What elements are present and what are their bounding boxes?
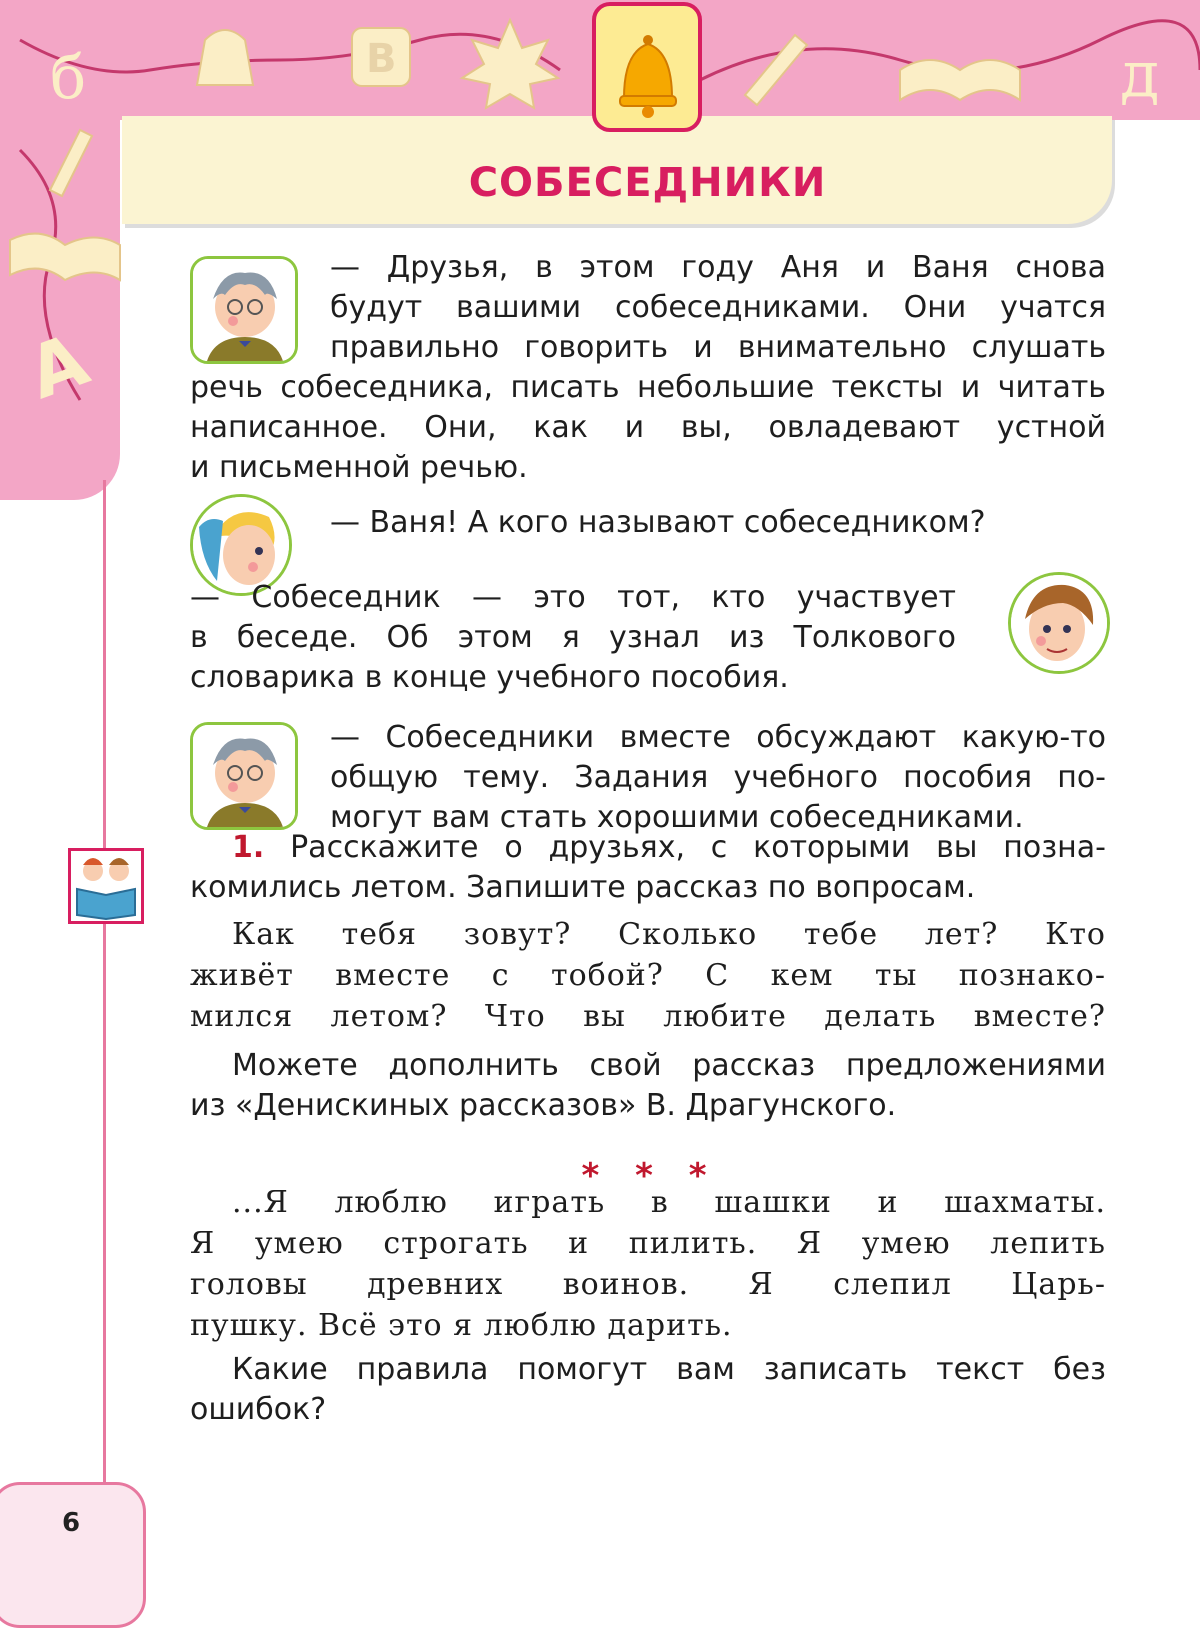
bell-tab (592, 2, 702, 132)
final-question-line-1: Какие правила помогут вам записать текст без (232, 1352, 1106, 1387)
side-book-icon (10, 234, 120, 280)
section-separator: * * * (581, 1156, 719, 1196)
letter-b-icon (50, 43, 86, 113)
question-line-1: Как тебя зовут? Сколько тебе лет? Кто (232, 917, 1106, 952)
svg-text:В: В (366, 36, 397, 82)
school-bell-icon (197, 30, 253, 85)
margin-line (103, 480, 106, 1490)
teacher-intro-line-3: правильно говорить и внимательно слушать (330, 330, 1106, 365)
page-number-tab (0, 1482, 146, 1628)
bell-icon (596, 6, 698, 128)
maple-leaf-icon (462, 20, 558, 108)
vanya-answer-line-3: словарика в конце учебного пособия. (190, 660, 789, 695)
excerpt-line-2: Я умею строгать и пилить. Я умею лепить (190, 1226, 1106, 1261)
teacher-intro-line-1: — Друзья, в этом году Аня и Ваня снова (330, 250, 1106, 285)
teacher-closing-line-2: общую тему. Задания учебного пособия по- (330, 760, 1106, 795)
svg-text:б: б (50, 43, 87, 113)
page-title: СОБЕСЕДНИКИ (468, 160, 827, 206)
page-number: 6 (62, 1508, 81, 1538)
question-line-2: живёт вместе с тобой? С кем ты познако- (190, 958, 1106, 993)
vanya-avatar (1008, 572, 1110, 674)
excerpt-line-4: пушку. Всё это я люблю дарить. (190, 1308, 733, 1343)
teacher-avatar (190, 256, 298, 364)
teacher-intro-line-6: и письменной речью. (190, 450, 528, 485)
task-text-1: Расскажите о друзьях, с которыми вы позна- (290, 830, 1106, 865)
teacher-intro-line-5: написанное. Они, как и вы, овладевают устной (190, 410, 1106, 445)
task-text-line-2: комились летом. Запишите рассказ по вопросам. (190, 870, 976, 905)
anya-question: — Ваня! А кого называют собеседником? (330, 505, 986, 540)
teacher-closing-line-3: могут вам стать хорошими собеседниками. (330, 800, 1024, 835)
teacher-closing-line-1: — Собеседники вместе обсуждают какую-то (330, 720, 1106, 755)
letter-a-icon (17, 317, 98, 415)
supplement-line-1: Можете дополнить свой рассказ предложениями (232, 1048, 1106, 1083)
pencil-icon (745, 35, 807, 105)
teacher-avatar-2 (190, 722, 298, 830)
final-question-line-2: ошибок? (190, 1392, 327, 1427)
excerpt-line-1: ...Я люблю играть в шашки и шахматы. (232, 1185, 1106, 1220)
reading-children-icon (68, 848, 144, 924)
supplement-line-2: из «Денискиных рассказов» В. Драгунского. (190, 1088, 897, 1123)
svg-text:д: д (1120, 38, 1160, 112)
vanya-answer-line-1: — Собеседник — это тот, кто участвует (190, 580, 956, 615)
teacher-intro-line-4: речь собеседника, писать небольшие тексты и читать (190, 370, 1106, 405)
letter-d-icon (1120, 38, 1159, 112)
task-number: 1. (232, 830, 265, 865)
task-text-line-1 (232, 828, 1106, 869)
open-book-icon (900, 60, 1020, 100)
question-line-3: мился летом? Что вы любите делать вместе? (190, 999, 1106, 1034)
vanya-answer-line-2: в беседе. Об этом я узнал из Толкового (190, 620, 956, 655)
teacher-intro-line-2: будут вашими собеседниками. Они учатся (330, 290, 1106, 325)
letter-block-icon (352, 28, 410, 86)
excerpt-line-3: головы древних воинов. Я слепил Царь- (190, 1267, 1106, 1302)
svg-text:А: А (17, 317, 99, 416)
